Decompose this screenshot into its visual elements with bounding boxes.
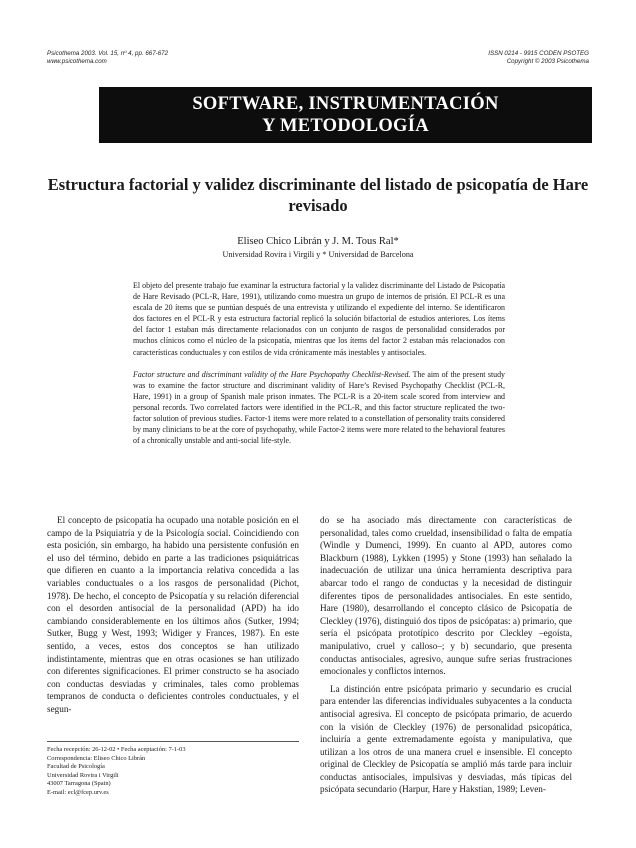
footnote-city: 43007 Tarragona (Spain)	[47, 780, 111, 788]
journal-citation: Psicothema 2003. Vol. 15, nº 4, pp. 667-672	[47, 50, 169, 57]
section-banner-line2: Y METODOLOGÍA	[262, 116, 429, 136]
footnote-correspondence: Correspondencia: Eliseo Chico Librán	[47, 754, 146, 762]
body-paragraph: El concepto de psicopatía ha ocupado una notable posición en el campo de la Psiquiatría y de la Psicología social. Coincidiendo con esta posición, sin embargo, ha habido una persistente confusión en el uso del término, debido en parte a las tradiciones psiquiátricas que difieren en cuanto a la importancia relativa concedida a las variables conductuales o a los rasgos de personalidad (Pichot, 1978). De hecho, el concepto de Psicopatía y su relación diferencial con el desorden antisocial de la personalidad (APD) ha ido cambiando considerablemente en los últimos años (Sutker, 1994; Sutker, Bugg y West, 1993; Widiger y Frances, 1987). En este sentido, a veces, estos dos conceptos se han utilizado indistintamente, mientras que en otras ocasiones se han utilizado con diferentes significaciones. El primer constructo se ha asociado con conductas desviadas y criminales, tales como problemas tempranos de conducta o deficientes controles conductuales, y el segun-	[47, 515, 299, 714]
abstract-english-title: Factor structure and discriminant validity of the Hare Psychopathy Checklist-Revised.	[133, 369, 411, 379]
abstract-block	[133, 280, 505, 446]
section-banner-line1: SOFTWARE, INSTRUMENTACIÓN	[192, 94, 499, 114]
journal-header-left	[47, 50, 168, 66]
body-column-right	[320, 514, 572, 796]
footnote-faculty: Facultad de Psicología	[47, 763, 105, 771]
journal-header-right	[488, 50, 589, 66]
body-paragraph: do se ha asociado más directamente con características de personalidad, tales como crueldad, insensibilidad o falta de empatía (Windle y Dumenci, 1999). En cuanto al APD, autores como Blackburn (1988), Lykken (1995) y Stone (1993) han señalado la inadecuación de utilizar una única herramienta descriptiva para abarcar todo el rango de conductas y la necesidad de distinguir diferentes tipos de personalidades antisociales. En este sentido, Hare (1980), desarrollando el concepto clásico de Psicopatía de Cleckley (1976), distinguió dos tipos de psicópatas: a) primario, que sería el psicópata prototípico descrito por Cleckley –egoísta, manipulativo, cruel y calloso–; y b) secundario, que presenta conductas antisociales, agresivo, aunque sufre serias frustraciones emocionales y conflictos internos.	[320, 515, 572, 677]
section-banner	[99, 87, 592, 143]
footnote-dates: Fecha recepción: 26-12-02 • Fecha aceptación: 7-1-03	[47, 746, 186, 753]
footnote-email: E-mail: ecl@fcep.urv.es	[47, 788, 109, 796]
issn-line: ISSN 0214 - 9915 CODEN PSOTEG	[488, 50, 589, 57]
body-column-left	[47, 514, 299, 716]
abstract-english	[133, 369, 505, 447]
abstract-spanish: El objeto del presente trabajo fue examinar la estructura factorial y la validez discriminante del Listado de Psicopatía de Hare Revisado (PCL-R, Hare, 1991), utilizando como muestra un grupo de internos de prisión. El PCL-R es una escala de 20 ítems que se puntúan después de una entrevista y utilizando el expediente del interno. Se identificaron dos factores en el PCL-R y esta estructura factorial replicó la solución bifactorial de estudios anteriores. Los ítems del factor 1 estaban más directamente relacionados con un conjunto de rasgos de personalidad considerados por muchos clínicos como el núcleo de la psicopatía, mientras que los ítems del factor 2 estaban más relacionados con características conductuales y con estilos de vida crónicamente más inestables y antisociales.	[133, 281, 505, 357]
journal-website: www.psicothema.com	[47, 58, 107, 65]
article-title: Estructura factorial y validez discriminante del listado de psicopatía de Hare revisado	[47, 175, 589, 215]
footnote-divider	[47, 741, 299, 742]
footnote-university: Universidad Rovira i Virgili	[47, 771, 119, 779]
article-affiliation: Universidad Rovira i Virgili y * Universidad de Barcelona	[222, 250, 414, 259]
abstract-english-text: The aim of the present study was to examine the factor structure and discriminant validity of Hare’s Revised Psychopathy Checklist (PCL-R, Hare, 1991) in a group of Spanish male prison inmates. The PCL-R is a 20-item scale scored from interview and personal records. Two correlated factors were identified in the PCL-R, and this factor structure replicated the two-factor solution of previous studies. Factor-1 items were more related to a constellation of personality traits considered by many clinicians to be at the core of psychopathy, while Factor-2 items were more related to the behavioral features of a chronically unstable and anti-social life-style.	[133, 369, 505, 446]
body-paragraph: La distinción entre psicópata primario y secundario es crucial para entender las diferencias individuales subyacentes a la conducta antisocial agresiva. El concepto de psicópata primario, de acuerdo con la visión de Cleckley (1976) de personalidad psicopática, incluiría a gente extremadamente egoísta y manipulativa, que utilizan a los otros de una manera cruel e insensible. El concepto original de Cleckley de Psicopatía se amplió más tarde para incluir conductas antisociales, impulsivas y desviadas, más típicas del psicópata secundario (Harpur, Hare y Hakstian, 1989; Leven-	[320, 683, 572, 795]
footnote-block	[47, 746, 299, 798]
copyright-line: Copyright © 2003 Psicothema	[506, 58, 589, 65]
article-authors: Eliseo Chico Librán y J. M. Tous Ral*	[237, 236, 399, 247]
